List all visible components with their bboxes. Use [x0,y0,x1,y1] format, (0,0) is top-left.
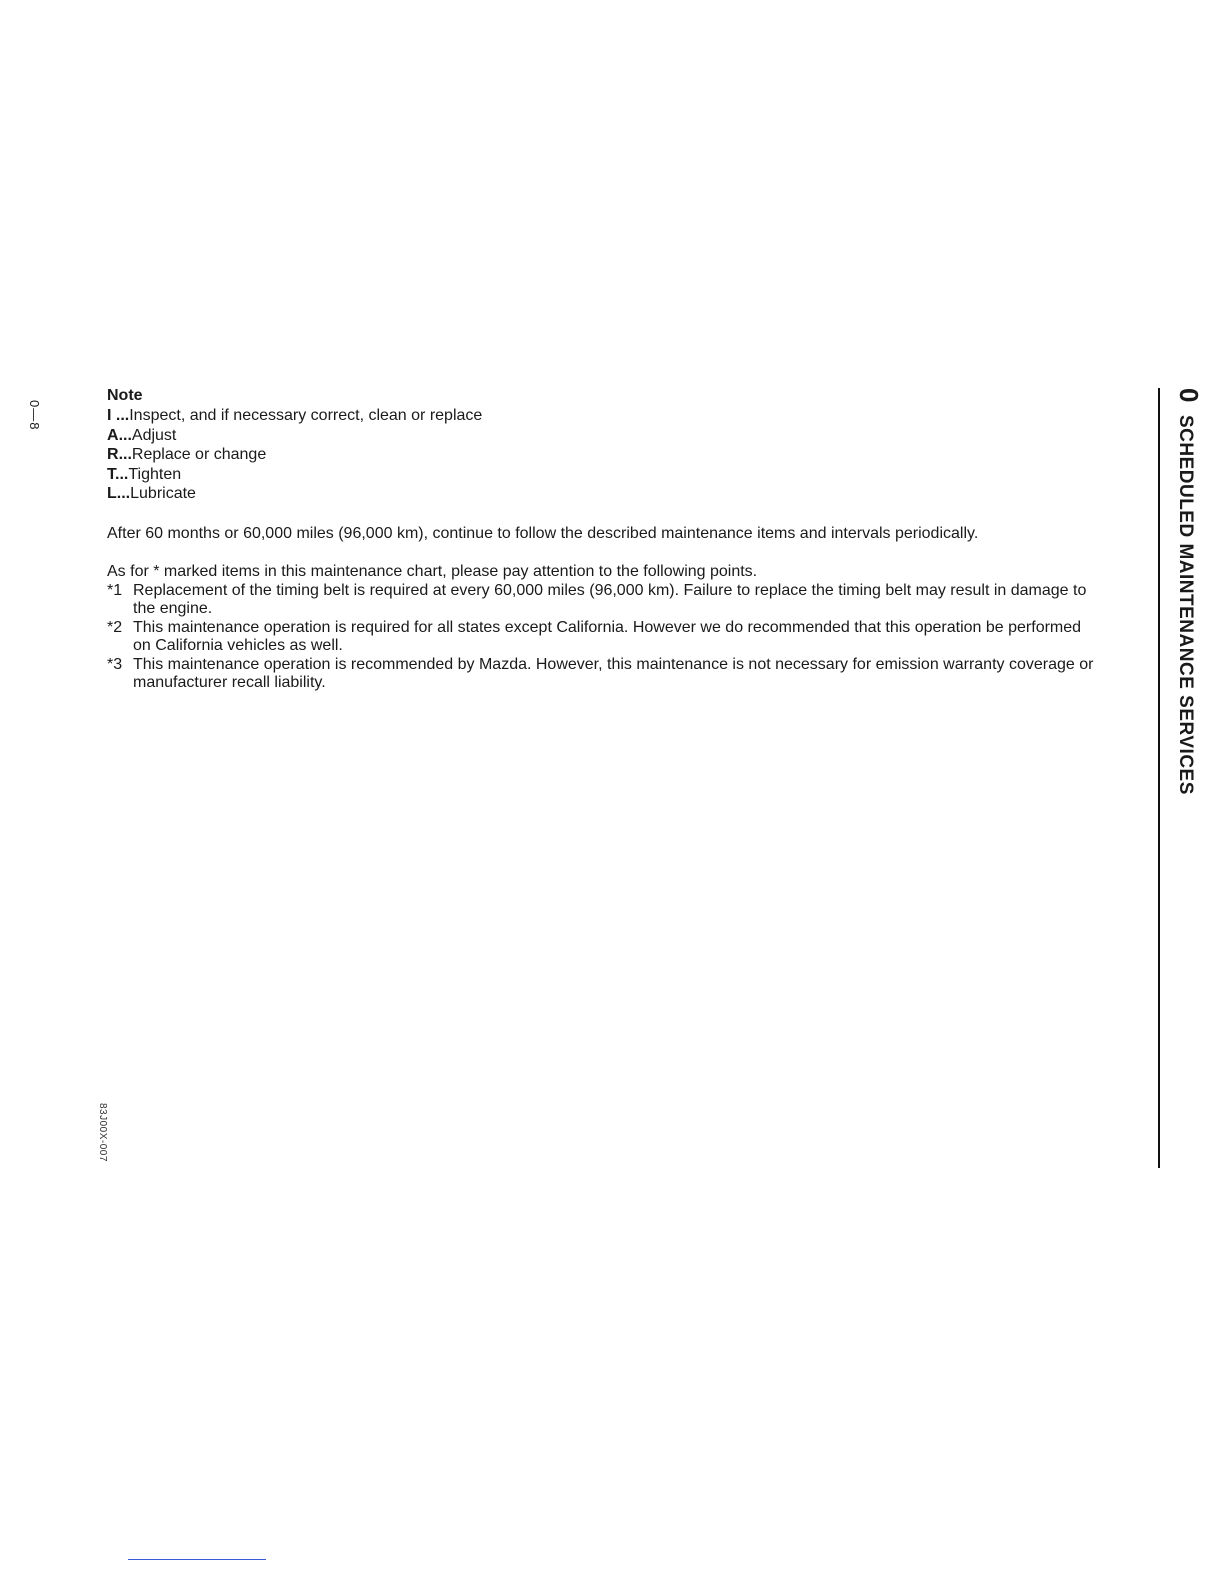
note-section [107,386,1097,693]
legend-code: R [107,446,119,463]
section-tab-label [1173,388,1204,795]
legend-separator: ... [115,465,129,483]
document-code: 83J00X-007 [97,1103,108,1162]
legend-code: A [107,426,119,444]
legend-separator: ... [111,407,130,424]
legend-item [107,465,1097,485]
bottom-rule [128,1559,266,1560]
legend-separator: ... [116,485,131,502]
legend-separator: ... [118,446,132,463]
legend-code: T [107,465,115,483]
legend-item [107,445,1097,465]
section-tab [1158,388,1220,1168]
footnote-text: This maintenance operation is required for all states except California. However we do recommended that this operation be performed on California vehicles as well. [133,618,1082,654]
legend-item [107,406,1097,426]
footnote-item [107,656,1097,693]
footnote-mark: *2 [107,618,123,636]
footnote-item [107,582,1097,619]
legend-separator: ... [118,426,132,444]
legend-text: Tighten [128,465,182,483]
legend-code: I [107,407,112,424]
legend-item [107,484,1097,504]
legend-item [107,426,1097,446]
legend-text: Adjust [131,426,177,444]
footnote-mark: *3 [107,655,123,673]
legend-code: L [107,485,117,502]
page-number: 0—8 [27,400,42,431]
footnote-text: This maintenance operation is recommended by Mazda. However, this maintenance is not necessary for emission warranty coverage or manufacturer recall liability. [133,655,1094,691]
legend-text: Lubricate [130,485,196,502]
legend-text: Inspect, and if necessary correct, clean or replace [129,407,483,424]
footnote-mark: *1 [107,581,123,599]
legend-text: Replace or change [131,446,267,463]
note-title: Note [107,387,143,404]
section-title: SCHEDULED MAINTENANCE SERVICES [1175,414,1196,795]
continuation-paragraph: After 60 months or 60,000 miles (96,000 km), continue to follow the described maintenance items and intervals periodically. [107,524,979,542]
footnote-text: Replacement of the timing belt is required at every 60,000 miles (96,000 km). Failure to replace the timing belt may result in damage to the engine. [133,581,1087,617]
footnote-item [107,619,1097,656]
section-number: 0 [1174,388,1204,403]
marked-items-intro: As for * marked items in this maintenance chart, please pay attention to the following points. [107,562,758,580]
